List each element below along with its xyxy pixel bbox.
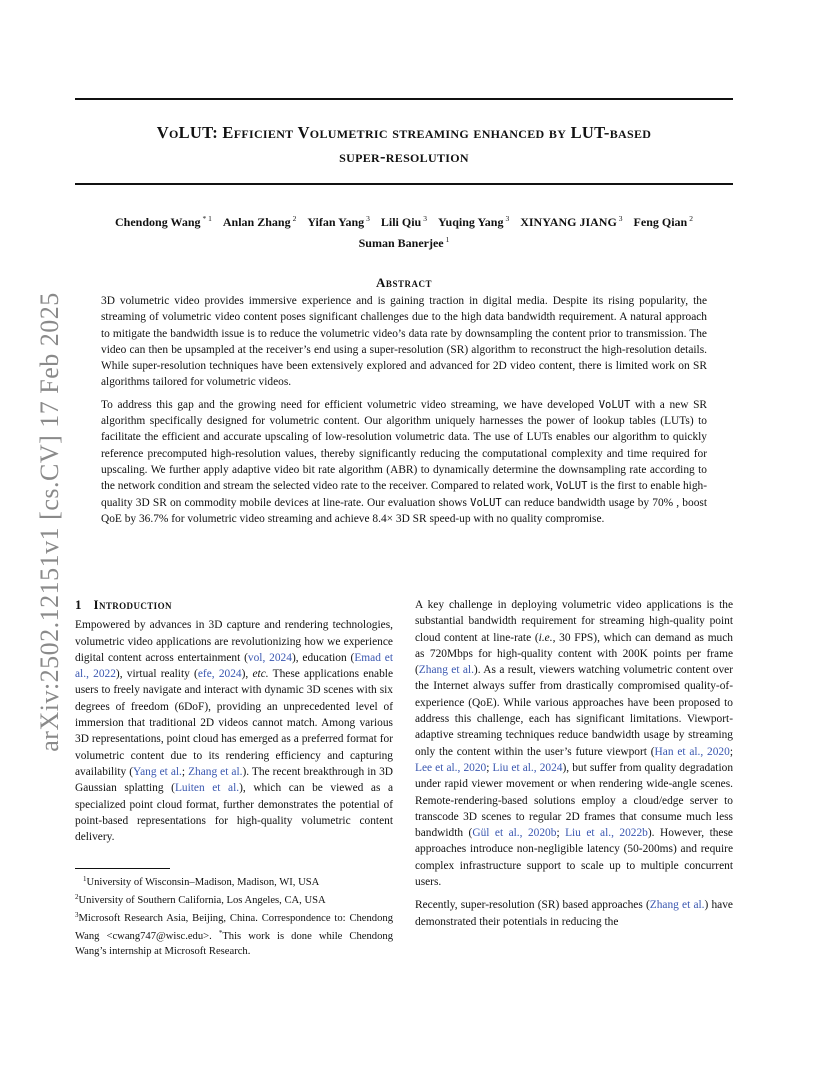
intro-paragraph-3: Recently, super-resolution (SR) based approaches (Zhang et al.) have demonstrated their potentials in reducing the	[415, 899, 733, 928]
citation-link[interactable]: efe, 2024	[197, 668, 242, 681]
footnote-affiliation-1: $^1$University of Wisconsin–Madison, Madison, WI, USA	[82, 875, 320, 888]
citation-link[interactable]: Liu et al., 2022b	[565, 827, 648, 840]
author: Feng Qian $^2$	[633, 214, 693, 229]
title-line-1: VoLUT: Efficient Volumetric streaming enhanced by LUT-based	[156, 123, 652, 142]
arxiv-identifier-stamp: arXiv:2502.12151v1 [cs.CV] 17 Feb 2025	[35, 292, 64, 752]
citation-link[interactable]: Zhang et al.	[649, 899, 705, 912]
footnote-affiliation-3: $^3$Microsoft Research Asia, Beijing, China. Correspondence to: Chendong Wang <cwang747@wisc.edu>. *This work is done while Chendong Wang’s internship at Microsoft Research.	[75, 911, 393, 957]
intro-paragraph-1: Empowered by advances in 3D capture and rendering technologies, volumetric video applications are revolutionizing how we experience digital content across entertainment (vol, 2024), education (Emad et al., 2022), virtual reality (efe, 2024), etc. These applications enable users to freely navigate and interact with dynamic 3D scenes with six degrees of freedom (6DoF), providing an unprecedented level of immersion that traditional 2D videos cannot match. Among various 3D representations, point cloud has emerged as a preferred format for volumetric content due to its rendering efficiency and capturing availability (Yang et al.; Zhang et al.). The recent breakthrough in 3D Gaussian splatting (Luiten et al.), which can be viewed as a specialized point cloud format, further demonstrates the potential of point-based representations for high-quality volumetric content delivery.	[75, 619, 394, 844]
title-line-2: super-resolution	[339, 147, 469, 166]
right-column	[415, 597, 733, 937]
title-bottom-rule	[75, 183, 733, 185]
citation-link[interactable]: Luiten et al.	[174, 782, 240, 795]
footnote-rule	[75, 868, 170, 869]
author: Chendong Wang $^{* 1}$	[115, 214, 212, 229]
citation-link[interactable]: Liu et al., 2024	[492, 761, 563, 774]
section-heading-introduction: 1 Introduction	[75, 597, 172, 612]
left-column	[75, 597, 393, 852]
author: Yifan Yang $^3$	[307, 214, 370, 229]
citation-link[interactable]: Han et al., 2020	[654, 745, 730, 758]
abstract-paragraph-1: 3D volumetric video provides immersive experience and is gaining traction in digital media. Despite its rising popularity, the streaming of volumetric video content poses significant challenges due to the high data bandwidth requirement. A natural approach to mitigate the bandwidth issue is to reduce the volumetric video’s data rate by downsampling the content prior to transmission. The video can then be upsampled at the receiver’s end using a super-resolution (SR) algorithm to reconstruct the high-resolution details. While super-resolution techniques have been extensively explored and advanced for 2D video content, there is limited work on SR algorithms tailored for volumetric videos.	[101, 295, 707, 389]
footnotes	[75, 872, 393, 959]
paper-title	[75, 121, 733, 169]
citation-link[interactable]: Zhang et al.	[188, 765, 243, 778]
intro-paragraph-2: A key challenge in deploying volumetric video applications is the substantial bandwidth requirement for streaming high-quality point cloud content at line-rate (i.e., 30 FPS), which can demand as much as 720Mbps for high-quality content with 200K points per frame (Zhang et al.). As a result, viewers watching volumetric content over the Internet always suffer from drastically compromised quality-of-experience (QoE). While various approaches have been proposed to address this challenge, each has significant limitations. Viewport-adaptive streaming techniques reduce bandwidth usage by streaming only the content within the user’s future viewport (Han et al., 2020; Lee et al., 2020; Liu et al., 2024), but suffer from quality degradation under rapid viewer movement or when rendering wide-angle scenes. Remote-rendering-based solutions employ a cloud/edge server to transcode 3D scenes to regular 2D frames that consume much less bandwidth (Gül et al., 2020b; Liu et al., 2022b). However, these approaches introduce non-negligible latency (50-200ms) and require complex infrastructure support to scale up to multiple concurrent users.	[415, 599, 734, 889]
abstract-heading: Abstract	[376, 275, 432, 290]
system-name: VoLUT	[598, 398, 631, 411]
citation-link[interactable]: Emad et al., 2022	[75, 651, 393, 681]
author: Anlan Zhang $^2$	[222, 214, 297, 229]
author: Lili Qiu $^3$	[380, 214, 427, 229]
author: XINYANG JIANG $^3$	[520, 214, 623, 229]
system-name: VoLUT	[470, 496, 502, 509]
citation-link[interactable]: vol, 2024	[247, 651, 292, 664]
citation-link[interactable]: Gül et al., 2020b	[472, 827, 557, 840]
system-name: VoLUT	[555, 480, 588, 493]
citation-link[interactable]: Zhang et al.	[418, 664, 474, 677]
author-list	[75, 210, 733, 252]
citation-link[interactable]: Yang et al.	[133, 765, 182, 778]
footnote-affiliation-2: $^2$University of Southern California, Los Angeles, CA, USA	[75, 893, 326, 906]
title-top-rule	[75, 98, 733, 100]
author: Yuqing Yang $^3$	[437, 214, 510, 229]
citation-link[interactable]: Lee et al., 2020	[415, 761, 487, 774]
author: Suman Banerjee $^1$	[358, 235, 450, 250]
abstract-body	[101, 293, 707, 533]
abstract-paragraph-2: To address this gap and the growing need for efficient volumetric video streaming, we have developed VoLUT with a new SR algorithm specifically designed for volumetric content. Our algorithm uniquely harnesses the power of lookup tables (LUTs) to facilitate the efficient and accurate upscaling of low-resolution volumetric data. The use of LUTs enables our algorithm to quickly reference precomputed high-resolution values, thereby significantly reducing the computational complexity and time required for upscaling. We further apply adaptive video bit rate algorithm (ABR) to dynamically determine the downsampling rate according to the network condition and stream the selected video rate to the receiver. Compared to related work, VoLUT is the first to enable high-quality 3D SR on commodity mobile devices at line-rate. Our evaluation shows VoLUT can reduce bandwidth usage by 70% , boost QoE by 36.7% for volumetric video streaming and achieve 8.4× 3D SR speed-up with no quality compromise.	[101, 398, 708, 525]
